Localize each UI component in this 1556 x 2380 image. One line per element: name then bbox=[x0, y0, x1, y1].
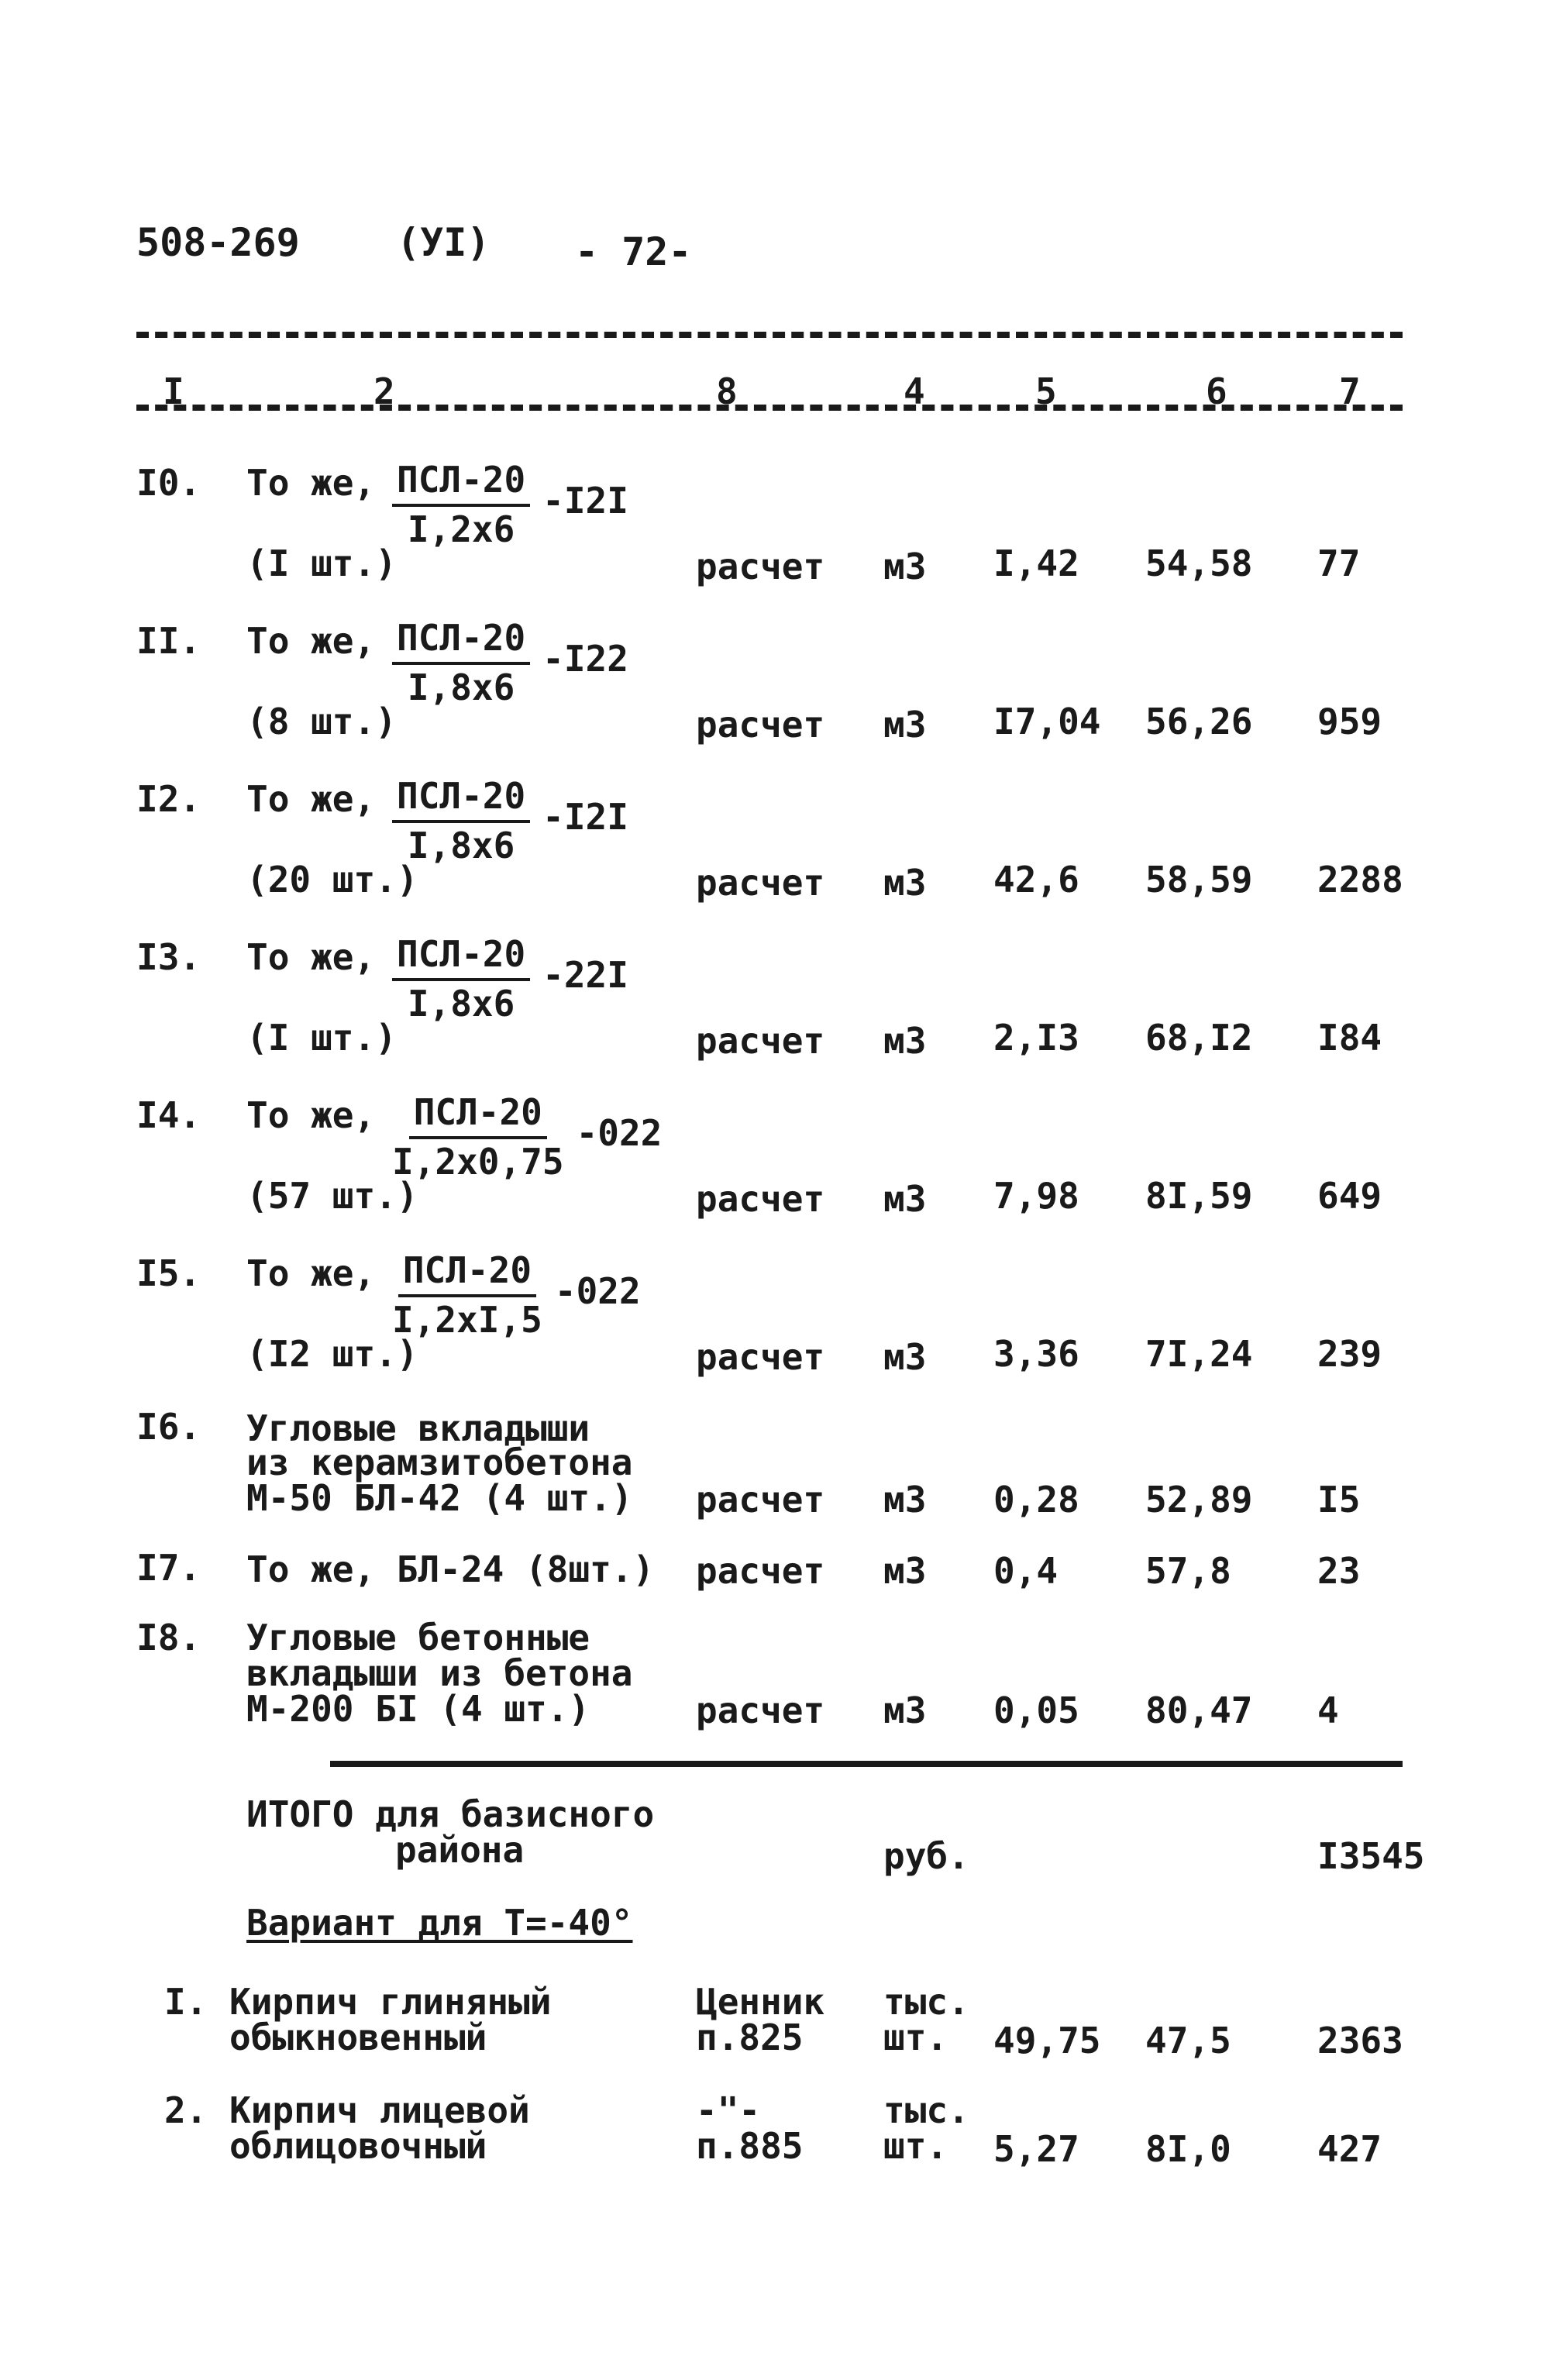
fraction-denominator: I,8х6 bbox=[407, 983, 515, 1025]
row-total: 77 bbox=[1317, 542, 1361, 584]
profile-designation bbox=[392, 775, 628, 866]
doc-section: (УI) bbox=[397, 220, 491, 265]
row-name-line: Угловые бетонные bbox=[246, 1617, 590, 1658]
row-basis-line: п.885 bbox=[696, 2125, 804, 2167]
fraction-denominator: I,2х6 bbox=[407, 508, 515, 550]
total-label-line2: района bbox=[395, 1829, 525, 1871]
row-unit: м3 bbox=[883, 1020, 927, 1062]
row-basis-line: Ценник bbox=[696, 1981, 825, 2023]
row-unit: м3 bbox=[883, 1550, 927, 1592]
row-number: I8. bbox=[136, 1617, 201, 1658]
row-name-line: Кирпич глиняный bbox=[229, 1981, 552, 2023]
row-basis: расчет bbox=[696, 546, 825, 587]
doc-code: 508-269 bbox=[136, 220, 300, 265]
row-name-line: М-200 БI (4 шт.) bbox=[246, 1688, 590, 1730]
row-basis-line: п.825 bbox=[696, 2017, 804, 2058]
row-name-line: облицовочный bbox=[229, 2125, 487, 2167]
row-quantity-count: (57 шт.) bbox=[246, 1175, 418, 1217]
row-price: 56,26 bbox=[1145, 701, 1253, 742]
row-basis: расчет bbox=[696, 862, 825, 904]
row-price: 57,8 bbox=[1145, 1550, 1231, 1592]
profile-suffix: -022 bbox=[576, 1112, 663, 1154]
row-name: То же, bbox=[246, 1094, 376, 1136]
variant-title: Вариант для Т=-40° bbox=[246, 1902, 633, 1944]
profile-designation bbox=[392, 933, 628, 1025]
row-total: I84 bbox=[1317, 1017, 1382, 1059]
row-total: 649 bbox=[1317, 1175, 1382, 1217]
col-header-7: 7 bbox=[1339, 370, 1361, 412]
row-number: I5. bbox=[136, 1252, 201, 1294]
row-price: 68,I2 bbox=[1145, 1017, 1253, 1059]
row-basis: расчет bbox=[696, 1336, 825, 1378]
row-name-line: из керамзитобетона bbox=[246, 1441, 633, 1483]
row-name-line: обыкновенный bbox=[229, 2017, 487, 2058]
row-price: 54,58 bbox=[1145, 542, 1253, 584]
total-label: ИТОГО для базисного bbox=[246, 1793, 655, 1835]
page-number: - 72- bbox=[575, 229, 692, 274]
fraction-denominator: I,2хI,5 bbox=[392, 1299, 542, 1341]
col-header-2: 2 bbox=[374, 370, 395, 412]
row-quantity: 0,05 bbox=[993, 1689, 1079, 1731]
row-basis-line: -"- bbox=[696, 2089, 761, 2131]
row-name: То же, bbox=[246, 620, 376, 662]
row-quantity: 3,36 bbox=[993, 1333, 1079, 1375]
row-unit-line: шт. bbox=[883, 2017, 948, 2058]
row-total: 2288 bbox=[1317, 859, 1403, 901]
profile-suffix: -I2I bbox=[542, 480, 628, 522]
row-quantity: 0,4 bbox=[993, 1550, 1059, 1592]
row-quantity: I7,04 bbox=[993, 701, 1101, 742]
row-price: 58,59 bbox=[1145, 859, 1253, 901]
col-header-5: 5 bbox=[1035, 370, 1057, 412]
row-basis: расчет bbox=[696, 1689, 825, 1731]
row-basis: расчет bbox=[696, 1550, 825, 1592]
fraction-denominator: I,2х0,75 bbox=[392, 1141, 564, 1183]
row-quantity-count: (I2 шт.) bbox=[246, 1333, 418, 1375]
row-quantity: 49,75 bbox=[993, 2020, 1101, 2061]
row-name-line: Угловые вкладыши bbox=[246, 1407, 590, 1449]
row-number: I6. bbox=[136, 1406, 201, 1448]
fraction-numerator: ПСЛ-20 bbox=[392, 620, 530, 665]
col-header-4: 4 bbox=[904, 370, 925, 412]
profile-designation bbox=[392, 617, 628, 708]
fraction-numerator: ПСЛ-20 bbox=[398, 1252, 536, 1297]
row-quantity-count: (20 шт.) bbox=[246, 859, 418, 901]
row-unit: м3 bbox=[883, 1178, 927, 1220]
col-header-1: I bbox=[163, 370, 184, 412]
row-basis: расчет bbox=[696, 1479, 825, 1521]
row-total: 239 bbox=[1317, 1333, 1382, 1375]
row-quantity: 5,27 bbox=[993, 2128, 1079, 2170]
row-unit: м3 bbox=[883, 1479, 927, 1521]
row-quantity-count: (8 шт.) bbox=[246, 701, 397, 742]
header-rule bbox=[136, 332, 1403, 338]
row-name-line: М-50 БЛ-42 (4 шт.) bbox=[246, 1477, 633, 1519]
row-total: 959 bbox=[1317, 701, 1382, 742]
profile-designation bbox=[392, 1091, 663, 1183]
row-price: 7I,24 bbox=[1145, 1333, 1253, 1375]
row-name-line: вкладыши из бетона bbox=[246, 1652, 633, 1694]
row-name-line: Кирпич лицевой bbox=[229, 2089, 530, 2131]
row-number: I3. bbox=[136, 936, 201, 978]
row-name: То же, bbox=[246, 936, 376, 978]
row-quantity: I,42 bbox=[993, 542, 1079, 584]
fraction-denominator: I,8х6 bbox=[407, 825, 515, 866]
row-name: То же, bbox=[246, 778, 376, 820]
profile-suffix: -I2I bbox=[542, 796, 628, 838]
row-unit-line: тыс. bbox=[883, 2089, 969, 2131]
row-name: То же, bbox=[246, 462, 376, 504]
row-total: 2363 bbox=[1317, 2020, 1403, 2061]
col-header-3: 8 bbox=[716, 370, 738, 412]
total-value: I3545 bbox=[1317, 1835, 1425, 1877]
profile-designation bbox=[392, 1249, 641, 1341]
row-price: 52,89 bbox=[1145, 1479, 1253, 1521]
row-unit: м3 bbox=[883, 1689, 927, 1731]
row-basis: расчет bbox=[696, 1178, 825, 1220]
row-quantity: 42,6 bbox=[993, 859, 1079, 901]
row-basis: расчет bbox=[696, 1020, 825, 1062]
row-unit: м3 bbox=[883, 862, 927, 904]
profile-suffix: -022 bbox=[554, 1270, 641, 1312]
total-rule bbox=[330, 1761, 1403, 1767]
row-total: I5 bbox=[1317, 1479, 1361, 1521]
col-header-6: 6 bbox=[1206, 370, 1227, 412]
row-unit: м3 bbox=[883, 1336, 927, 1378]
row-total: 4 bbox=[1317, 1689, 1339, 1731]
profile-designation bbox=[392, 459, 628, 550]
row-name: То же, bbox=[246, 1252, 376, 1294]
fraction-numerator: ПСЛ-20 bbox=[392, 778, 530, 823]
row-unit-line: тыс. bbox=[883, 1981, 969, 2023]
row-name-line: То же, БЛ-24 (8шт.) bbox=[246, 1548, 655, 1590]
row-total: 427 bbox=[1317, 2128, 1382, 2170]
row-quantity: 7,98 bbox=[993, 1175, 1079, 1217]
total-unit: руб. bbox=[883, 1835, 969, 1877]
profile-suffix: -22I bbox=[542, 954, 628, 996]
row-number: I4. bbox=[136, 1094, 201, 1136]
profile-suffix: -I22 bbox=[542, 638, 628, 680]
row-number: 2. bbox=[164, 2089, 208, 2131]
row-quantity-count: (I шт.) bbox=[246, 542, 397, 584]
fraction-numerator: ПСЛ-20 bbox=[409, 1094, 547, 1139]
row-number: II. bbox=[136, 620, 201, 662]
row-quantity: 2,I3 bbox=[993, 1017, 1079, 1059]
row-quantity: 0,28 bbox=[993, 1479, 1079, 1521]
row-price: 8I,59 bbox=[1145, 1175, 1253, 1217]
fraction-numerator: ПСЛ-20 bbox=[392, 936, 530, 981]
row-total: 23 bbox=[1317, 1550, 1361, 1592]
fraction-numerator: ПСЛ-20 bbox=[392, 462, 530, 507]
row-price: 8I,0 bbox=[1145, 2128, 1231, 2170]
row-unit-line: шт. bbox=[883, 2125, 948, 2167]
row-number: I7. bbox=[136, 1547, 201, 1589]
row-price: 47,5 bbox=[1145, 2020, 1231, 2061]
row-basis: расчет bbox=[696, 704, 825, 746]
row-number: I2. bbox=[136, 778, 201, 820]
fraction-denominator: I,8х6 bbox=[407, 666, 515, 708]
row-quantity-count: (I шт.) bbox=[246, 1017, 397, 1059]
row-number: I. bbox=[164, 1981, 208, 2023]
row-price: 80,47 bbox=[1145, 1689, 1253, 1731]
row-unit: м3 bbox=[883, 546, 927, 587]
row-unit: м3 bbox=[883, 704, 927, 746]
row-number: I0. bbox=[136, 462, 201, 504]
